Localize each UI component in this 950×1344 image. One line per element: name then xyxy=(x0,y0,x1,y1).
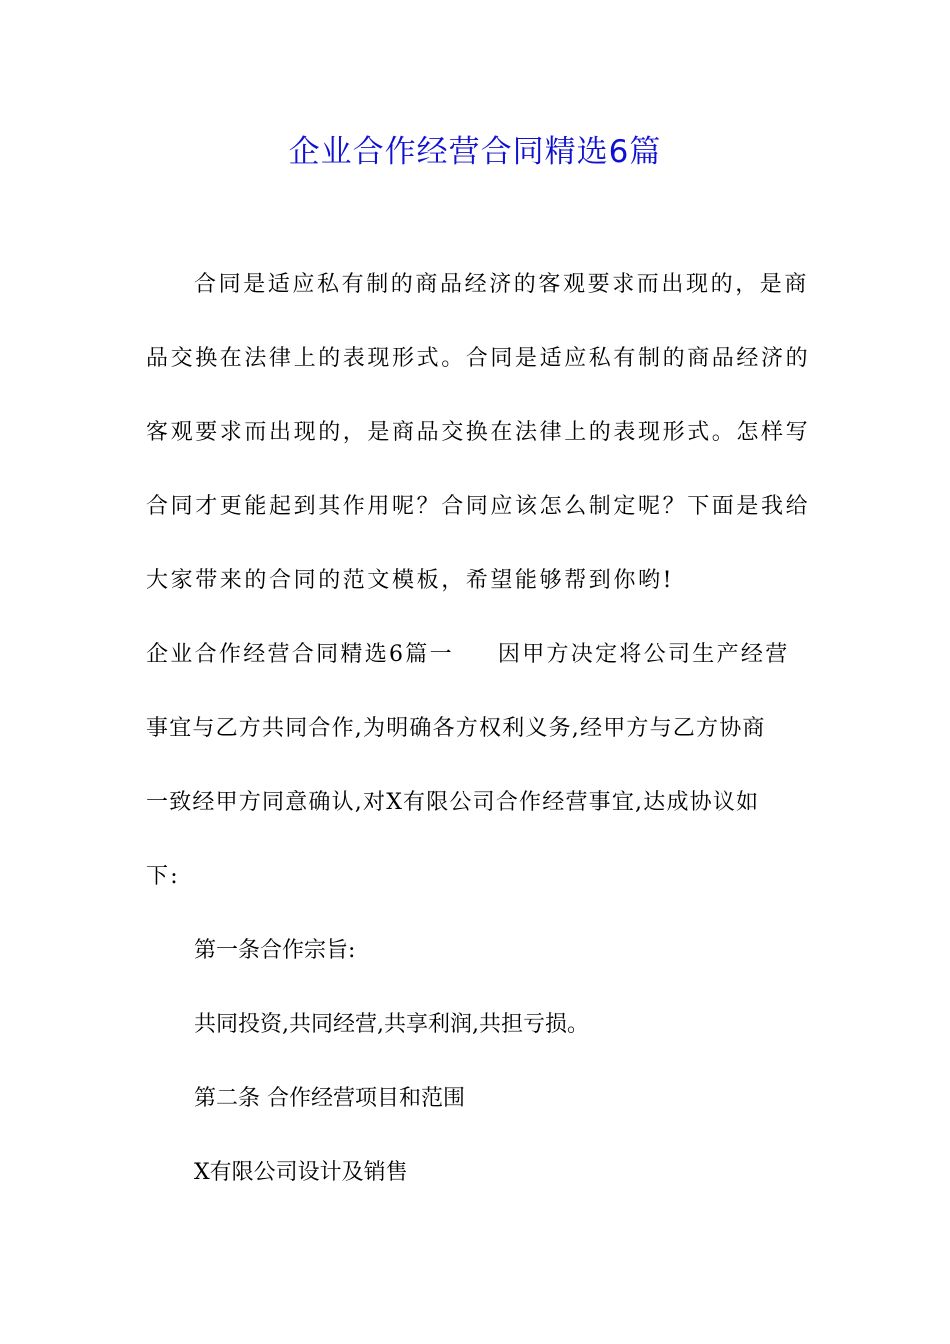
section-first-text: 因甲方决定将公司生产经营 xyxy=(497,642,790,667)
clause-line: 共同投资,共同经营,共享利润,共担亏损。 xyxy=(194,1012,589,1037)
section-heading: 企业合作经营合同精选6篇一 xyxy=(146,642,454,667)
section-line: 事宜与乙方共同合作,为明确各方权利义务,经甲方与乙方协商 xyxy=(146,716,766,741)
document-title: 企业合作经营合同精选6篇 xyxy=(288,134,662,170)
clause-line: 第二条 合作经营项目和范围 xyxy=(194,1086,465,1111)
intro-line: 大家带来的合同的范文模板，希望能够帮到你哟! xyxy=(146,568,675,593)
intro-paragraph xyxy=(146,248,811,618)
section-line: 一致经甲方同意确认,对X有限公司合作经营事宜,达成协议如 xyxy=(146,790,760,815)
section-line: 下: xyxy=(146,864,181,889)
intro-line: 客观要求而出现的，是商品交换在法律上的表现形式。怎样写 xyxy=(146,420,811,445)
section-one-paragraph xyxy=(146,618,806,914)
intro-line: 品交换在法律上的表现形式。合同是适应私有制的商品经济的 xyxy=(146,346,811,371)
clause-line: 第一条合作宗旨: xyxy=(194,938,356,963)
intro-line: 合同是适应私有制的商品经济的客观要求而出现的，是商 xyxy=(194,272,810,297)
clauses-list xyxy=(146,914,806,1210)
clause-line: X有限公司设计及销售 xyxy=(194,1160,408,1185)
intro-line: 合同才更能起到其作用呢？合同应该怎么制定呢？下面是我给 xyxy=(146,494,811,519)
section-first-line xyxy=(146,618,806,692)
